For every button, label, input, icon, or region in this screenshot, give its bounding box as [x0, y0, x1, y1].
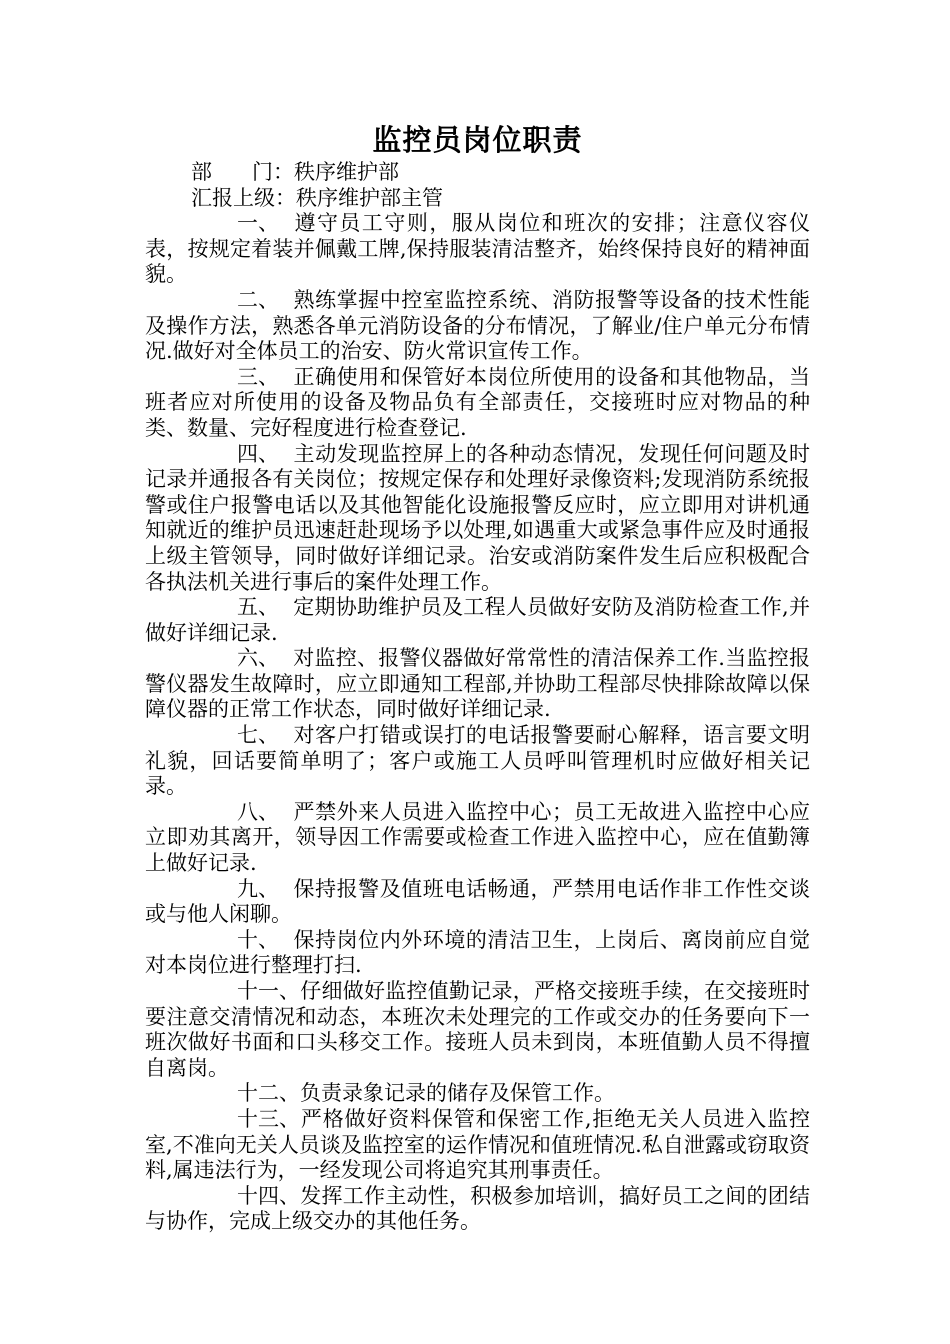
duty-item-14	[145, 1184, 810, 1235]
duty-text: 发挥工作主动性，积极参加培训，搞好员工之间的团结与协作，完成上级交办的其他任务。	[145, 1183, 810, 1234]
duty-text: 定期协助维护员及工程人员做好安防及消防检查工作,并做好详细记录.	[145, 595, 810, 645]
duty-list	[145, 211, 810, 1235]
report-value: 秩序维护部主管	[296, 185, 443, 210]
report-label: 汇报上级：	[191, 185, 296, 210]
duty-item-4	[145, 442, 810, 596]
duty-number: 六、	[237, 646, 279, 671]
duty-item-12	[145, 1081, 810, 1107]
duty-item-1	[145, 211, 810, 288]
duty-item-5	[145, 595, 810, 646]
duty-number: 三、	[237, 364, 279, 389]
duty-number: 十、	[237, 927, 279, 952]
department-value: 秩序维护部	[294, 160, 399, 184]
report-line	[145, 186, 810, 212]
duty-text: 熟练掌握中控室监控系统、消防报警等设备的技术性能及操作方法，熟悉各单元消防设备的分布情况，了解业/住户单元分布情况.做好对全体员工的治安、防火常识宣传工作。	[145, 287, 810, 364]
document-page	[145, 120, 810, 1235]
duty-number: 十四、	[237, 1183, 300, 1208]
duty-text: 遵守员工守则，服从岗位和班次的安排；注意仪容仪表，按规定着装并佩戴工牌,保持服装清洁整齐，始终保持良好的精神面貌。	[145, 211, 810, 287]
department-label-2: 门：	[252, 160, 294, 184]
duty-text: 负责录象记录的储存及保管工作。	[300, 1081, 615, 1106]
duty-text: 仔细做好监控值勤记录，严格交接班手续，在交接班时要注意交清情况和动态，本班次未处理完的工作或交办的任务要向下一班次做好书面和口头移交工作。接班人员未到岗，本班值勤人员不得擅自离岗。	[145, 979, 810, 1080]
duty-item-10	[145, 928, 810, 979]
duty-number: 七、	[237, 723, 279, 748]
duty-number: 十三、	[237, 1106, 300, 1131]
department-line	[145, 160, 810, 186]
duty-item-6	[145, 646, 810, 723]
duty-item-13	[145, 1107, 810, 1184]
duty-number: 二、	[237, 287, 279, 312]
duty-item-3	[145, 365, 810, 442]
duty-item-2	[145, 288, 810, 365]
duty-text: 对监控、报警仪器做好常常性的清洁保养工作.当监控报警仪器发生故障时，应立即通知工程部,并协助工程部尽快排除故障以保障仪器的正常工作状态，同时做好详细记录.	[145, 646, 810, 722]
duty-text: 严禁外来人员进入监控中心；员工无故进入监控中心应立即劝其离开，领导因工作需要或检查工作进入监控中心，应在值勤簿上做好记录.	[145, 799, 810, 876]
duty-number: 八、	[237, 799, 279, 824]
duty-item-7	[145, 723, 810, 800]
duty-text: 严格做好资料保管和保密工作,拒绝无关人员进入监控室,不准向无关人员谈及监控室的运作情况和值班情况.私自泄露或窃取资料,属违法行为，一经发现公司将追究其刑事责任。	[145, 1106, 810, 1183]
duty-item-8	[145, 800, 810, 877]
department-label-1: 部	[191, 160, 212, 184]
duty-number: 十二、	[237, 1081, 300, 1106]
duty-item-9	[145, 877, 810, 928]
duty-number: 五、	[237, 595, 279, 620]
duty-item-11	[145, 979, 810, 1081]
duty-text: 保持岗位内外环境的清洁卫生，上岗后、离岗前应自觉对本岗位进行整理打扫.	[145, 927, 810, 978]
duty-number: 四、	[237, 441, 279, 466]
duty-number: 一、	[237, 211, 279, 236]
duty-text: 对客户打错或误打的电话报警要耐心解释，语言要文明礼貌，回话要简单明了；客户或施工人员呼叫管理机时应做好相关记录。	[145, 723, 810, 799]
duty-number: 九、	[237, 876, 279, 901]
duty-number: 十一、	[237, 979, 300, 1003]
duty-text: 保持报警及值班电话畅通，严禁用电话作非工作性交谈或与他人闲聊。	[145, 876, 810, 927]
duty-text: 正确使用和保管好本岗位所使用的设备和其他物品，当班者应对所使用的设备及物品负有全部责任，交接班时应对物品的种类、数量、完好程度进行检查登记.	[145, 364, 810, 440]
document-title: 监控员岗位职责	[372, 123, 583, 157]
duty-text: 主动发现监控屏上的各种动态情况，发现任何问题及时记录并通报各有关岗位；按规定保存和处理好录像资料;发现消防系统报警或住户报警电话以及其他智能化设施报警反应时，应立即用对讲机通知就近的维护员迅速赶赴现场予以处理,如遇重大或紧急事件应及时通报上级主管领导，同时做好详细记录。治安或消防案件发生后应积极配合各执法机关进行事后的案件处理工作。	[145, 441, 810, 594]
